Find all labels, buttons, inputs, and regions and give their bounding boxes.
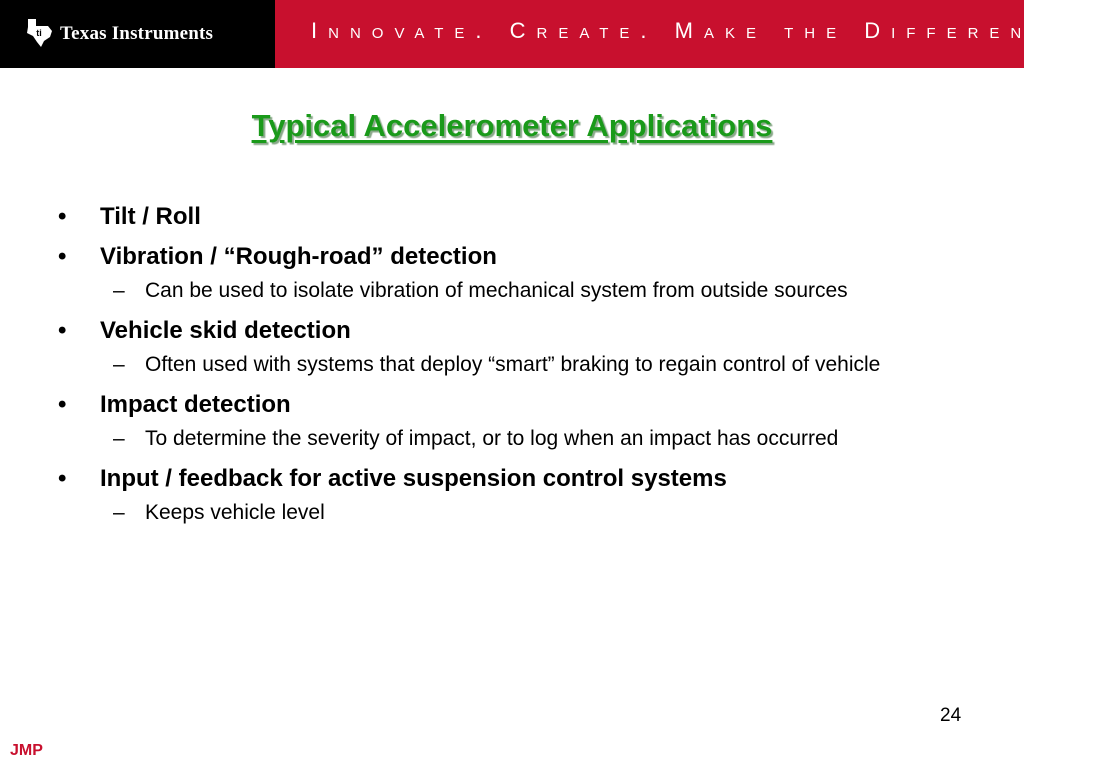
bullet-marker: • xyxy=(58,391,67,418)
logo-text: Texas Instruments xyxy=(60,23,214,44)
bullet-marker: • xyxy=(58,203,67,230)
bullet-marker: • xyxy=(58,465,67,492)
bullet-item xyxy=(58,316,978,346)
author-initials: JMP xyxy=(10,742,43,759)
tagline: Innovate. Create. Make the Difference.™ xyxy=(311,18,1105,43)
bullet-item xyxy=(58,390,978,420)
sub-bullet-item xyxy=(58,424,978,454)
bullet-text: Vibration / “Rough-road” detection xyxy=(100,243,497,270)
bullet-marker: • xyxy=(58,317,67,344)
svg-text:ti: ti xyxy=(36,28,42,38)
bullet-text: Vehicle skid detection xyxy=(100,317,351,344)
tagline-banner xyxy=(275,0,1105,68)
bullet-item xyxy=(58,242,978,272)
sub-bullet-text: Keeps vehicle level xyxy=(145,501,325,524)
sub-bullet-item xyxy=(58,498,978,528)
ti-logo xyxy=(0,0,275,68)
bullet-item xyxy=(58,202,978,232)
sub-bullet-marker: – xyxy=(113,353,125,376)
sub-bullet-text: Often used with systems that deploy “smart” braking to regain control of vehicle xyxy=(145,353,881,376)
trademark-mark: TM xyxy=(1092,21,1105,32)
sub-bullet-text: To determine the severity of impact, or to log when an impact has occurred xyxy=(145,427,839,450)
bullet-list xyxy=(58,202,978,538)
sub-bullet-marker: – xyxy=(113,501,125,524)
sub-bullet-marker: – xyxy=(113,427,125,450)
bullet-text: Input / feedback for active suspension control systems xyxy=(100,465,727,492)
bullet-item xyxy=(58,464,978,494)
slide-title: Typical Accelerometer Applications xyxy=(251,108,773,143)
texas-state-icon xyxy=(24,17,54,49)
sub-bullet-text: Can be used to isolate vibration of mechanical system from outside sources xyxy=(145,279,848,302)
bullet-text: Tilt / Roll xyxy=(100,203,201,230)
bullet-text: Impact detection xyxy=(100,391,291,418)
slide-header xyxy=(0,0,1105,68)
sub-bullet-marker: – xyxy=(113,279,125,302)
sub-bullet-item xyxy=(58,350,978,380)
bullet-marker: • xyxy=(58,243,67,270)
sub-bullet-item xyxy=(58,276,978,306)
page-number: 24 xyxy=(940,705,962,726)
